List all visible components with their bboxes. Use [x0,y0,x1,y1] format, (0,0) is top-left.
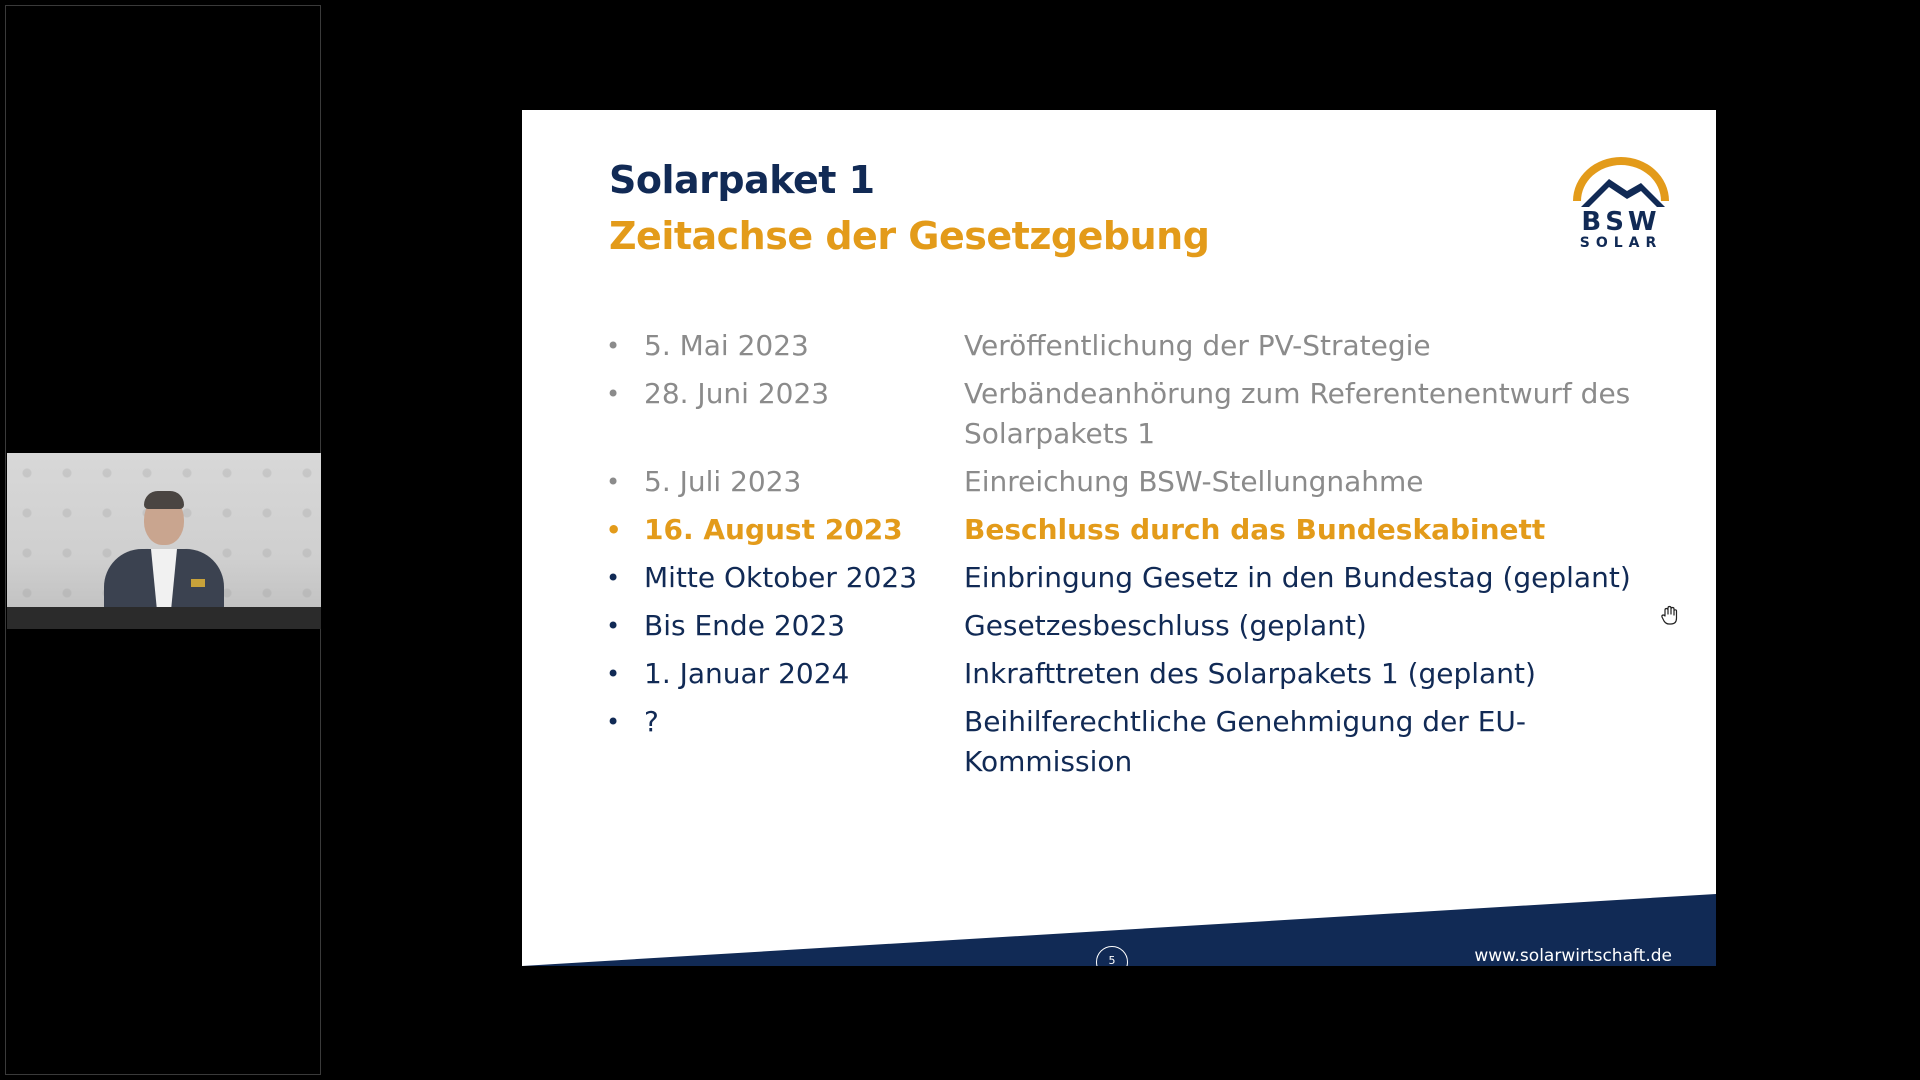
timeline-item [606,654,1686,694]
timeline-item [606,510,1686,550]
bullet-icon: • [606,516,622,544]
bullet-icon: • [606,660,621,688]
timeline-item [606,702,1686,782]
slide-subtitle: Zeitachse der Gesetzgebung [609,214,1210,258]
timeline-description: Inkrafttreten des Solarpakets 1 (geplant) [964,657,1536,690]
logo-sun-arc-icon [1569,155,1673,215]
footer-url: www.solarwirtschaft.de [1474,946,1672,966]
timeline-description: Beihilferechtliche Genehmigung der EU-Kommission [964,705,1527,778]
participant-panel [5,5,321,1075]
timeline-date: 5. Mai 2023 [644,329,809,362]
timeline-item [606,606,1686,646]
timeline-date: ? [644,705,659,738]
page-number: 5 [1096,946,1128,966]
timeline-description: Beschluss durch das Bundeskabinett [964,513,1546,546]
timeline-date: Mitte Oktober 2023 [644,561,918,594]
timeline-description: Einreichung BSW-Stellungnahme [964,465,1424,498]
logo-text-main: BSW [1581,207,1661,237]
timeline-item [606,326,1686,366]
speaker-video-tile[interactable] [7,453,321,629]
timeline-date: Bis Ende 2023 [644,609,846,642]
bullet-icon: • [606,564,621,592]
timeline-item [606,558,1686,598]
timeline-description: Veröffentlichung der PV-Strategie [964,329,1431,362]
timeline-item [606,462,1686,502]
timeline-list [606,326,1686,790]
desk [7,607,321,629]
bullet-icon: • [606,612,621,640]
timeline-description: Verbändeanhörung zum Referentenentwurf des Solarpakets 1 [964,377,1631,450]
timeline-date: 5. Juli 2023 [644,465,802,498]
timeline-date: 28. Juni 2023 [644,377,830,410]
bsw-solar-logo [1569,155,1673,255]
timeline-date: 16. August 2023 [644,513,903,546]
presentation-slide [522,110,1716,966]
bullet-icon: • [606,332,621,360]
timeline-description: Einbringung Gesetz in den Bundestag (geplant) [964,561,1631,594]
bullet-icon: • [606,468,621,496]
slide-title: Solarpaket 1 [609,158,875,202]
timeline-description: Gesetzesbeschluss (geplant) [964,609,1367,642]
bullet-icon: • [606,708,621,736]
bullet-icon: • [606,380,621,408]
timeline-date: 1. Januar 2024 [644,657,850,690]
timeline-item [606,374,1686,454]
hand-pointer-icon [1659,605,1681,627]
logo-text-sub: SOLAR [1579,235,1663,251]
